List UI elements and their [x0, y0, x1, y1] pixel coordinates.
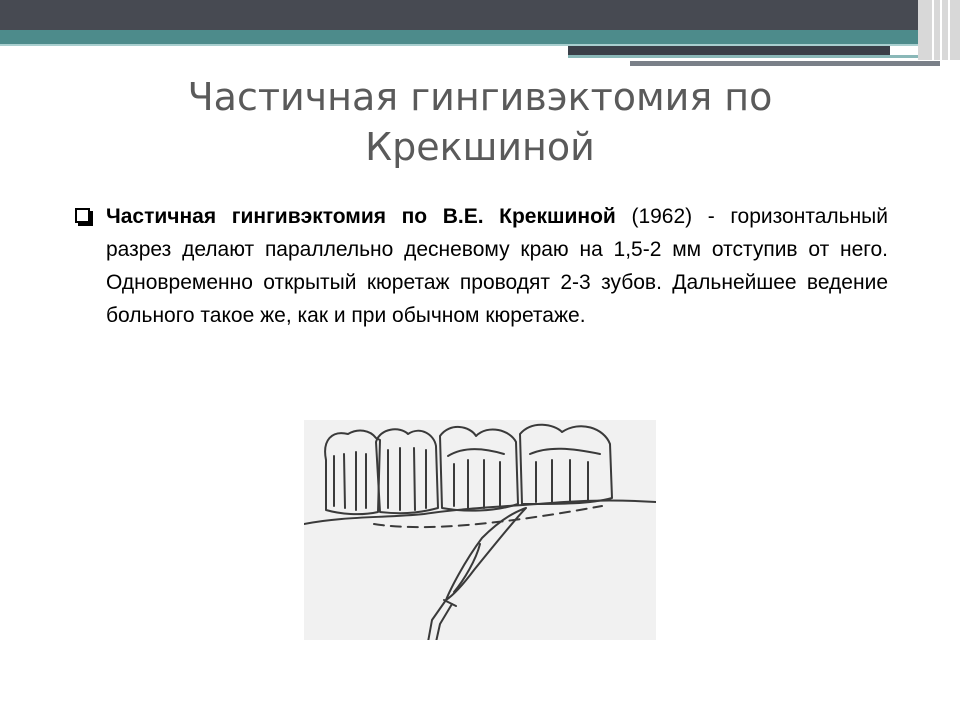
- header-accent-bar: [568, 46, 890, 55]
- bullet-paragraph: [106, 200, 888, 332]
- checkbox-bullet-icon: [75, 208, 90, 223]
- bullet-bold-lead: Частичная гингивэктомия по В.Е. Крекшиной: [106, 205, 616, 228]
- corner-line: [940, 0, 942, 60]
- header-accent-bar-lower: [630, 61, 940, 66]
- slide-title: Частичная гингивэктомия по Крекшиной: [187, 75, 773, 169]
- header-accent-stripe: [568, 55, 938, 58]
- corner-line: [948, 0, 950, 60]
- gingivectomy-illustration: [304, 420, 656, 640]
- bullet-text: (1962) - горизонтальный разрез делают параллельно десневому краю на 1,5-2 мм отступив от него. Одновременно открытый кюретаж проводят 2-3 зубов. Дальнейшее ведение больного такое же, как и при обычном кюретаже.: [106, 205, 888, 327]
- header-dark-bar: [0, 0, 960, 30]
- gingivectomy-scalpel-illustration-icon: [304, 420, 656, 640]
- corner-line: [932, 0, 934, 60]
- corner-decoration: [918, 0, 960, 60]
- header-teal-bar: [0, 30, 960, 44]
